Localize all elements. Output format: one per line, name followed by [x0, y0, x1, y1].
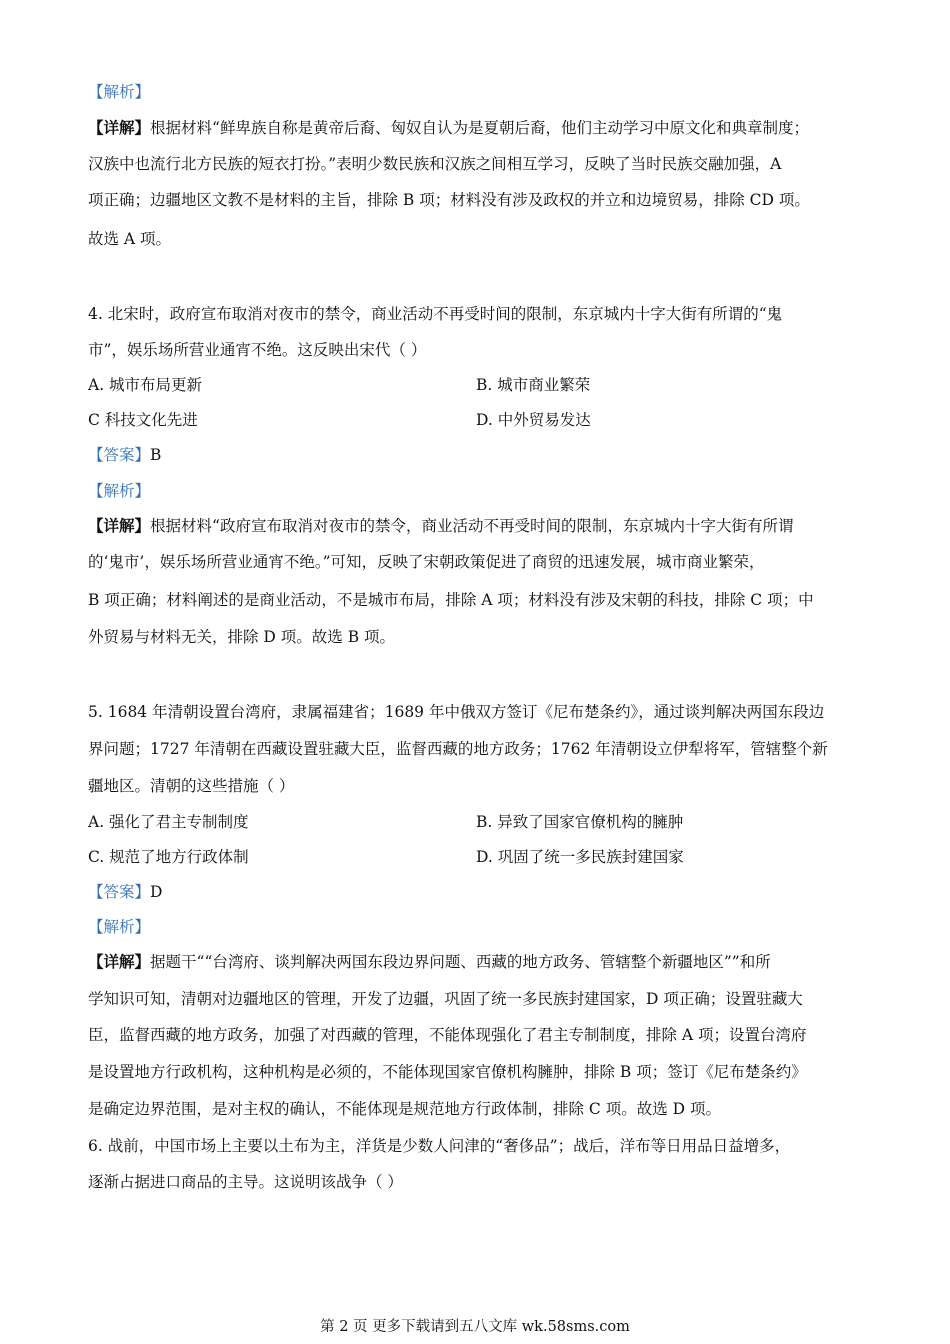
- q4-option-a: A. 城市布局更新: [88, 376, 203, 394]
- q4-detail-text-1: 根据材料“政府宣布取消对夜市的禁令，商业活动不再受时间的限制，东京城内十字大街有所谓: [150, 517, 794, 535]
- q5-option-d: D. 巩固了统一多民族封建国家: [476, 848, 684, 866]
- prev-detail-line-1: [88, 118, 809, 138]
- q4-option-d: D. 中外贸易发达: [476, 411, 591, 429]
- q4-detail-line-2: 的‘鬼市’，娱乐场所营业通宵不绝。”可知，反映了宋朝政策促进了商贸的迅速发展，城市商业繁荣，: [88, 553, 765, 571]
- page-footer: 第 2 页 更多下载请到五八文库 wk.58sms.com: [320, 1319, 630, 1335]
- q4-option-c: C 科技文化先进: [88, 411, 198, 429]
- q5-stem-line-2: 界问题；1727 年清朝在西藏设置驻藏大臣，监督西藏的地方政务；1762 年清朝设立伊犁将军，管辖整个新: [88, 740, 828, 758]
- q5-answer-label: 【答案】: [88, 883, 151, 901]
- prev-detail-line-2: 汉族中也流行北方民族的短衣打扮。”表明少数民族和汉族之间相互学习，反映了当时民族交融加强，A: [88, 155, 782, 173]
- q4-answer-value: B: [150, 446, 162, 464]
- q5-answer-line: [88, 882, 162, 902]
- q6-stem-line-1: 6. 战前，中国市场上主要以土布为主，洋货是少数人问津的“奢侈品”；战后，洋布等日用品日益增多，: [88, 1137, 791, 1155]
- q4-stem-line-2: 市”，娱乐场所营业通宵不绝。这反映出宋代（ ）: [88, 341, 427, 359]
- prev-detail-label: 【详解】: [88, 118, 151, 137]
- q5-detail-line-1: [88, 952, 771, 972]
- q5-detail-line-4: 是设置地方行政机构，这种机构是必须的，不能体现国家官僚机构臃肿，排除 B 项；签订《尼布楚条约》: [88, 1063, 807, 1081]
- q5-option-b: B. 异致了国家官僚机构的臃肿: [476, 813, 684, 831]
- q4-answer-label: 【答案】: [88, 446, 151, 464]
- q5-stem-line-3: 疆地区。清朝的这些措施（ ）: [88, 777, 295, 795]
- q5-detail-text-1: 据题干““台湾府、谈判解决两国东段边界问题、西藏的地方政务、管辖整个新疆地区””和所: [150, 953, 771, 971]
- q4-detail-label: 【详解】: [88, 516, 151, 535]
- q5-detail-line-5: 是确定边界范围，是对主权的确认，不能体现是规范地方行政体制，排除 C 项。故选 D 项。: [88, 1100, 721, 1118]
- q5-detail-line-2: 学知识可知，清朝对边疆地区的管理，开发了边疆，巩固了统一多民族封建国家，D 项正确；设置驻藏大: [88, 990, 803, 1008]
- q4-detail-line-1: [88, 516, 793, 536]
- q5-answer-value: D: [150, 883, 163, 901]
- q5-detail-line-3: 臣，监督西藏的地方政务，加强了对西藏的管理，不能体现强化了君主专制制度，排除 A 项；设置台湾府: [88, 1026, 807, 1044]
- q5-option-a: A. 强化了君主专制制度: [88, 813, 249, 831]
- prev-analysis-label: 【解析】: [88, 83, 151, 101]
- q4-answer-line: [88, 445, 161, 465]
- q4-stem-line-1: 4. 北宋时，政府宣布取消对夜市的禁令，商业活动不再受时间的限制，东京城内十字大街有所谓的“鬼: [88, 305, 783, 323]
- q4-detail-line-4: 外贸易与材料无关，排除 D 项。故选 B 项。: [88, 628, 396, 646]
- q5-option-c: C. 规范了地方行政体制: [88, 848, 249, 866]
- q5-analysis-label: 【解析】: [88, 918, 151, 936]
- prev-detail-line-3: 项正确；边疆地区文教不是材料的主旨，排除 B 项；材料没有涉及政权的并立和边境贸易，排除 CD 项。: [88, 191, 810, 209]
- prev-detail-text-1: 根据材料“鲜卑族自称是黄帝后裔、匈奴自认为是夏朝后裔，他们主动学习中原文化和典章制度；: [150, 119, 809, 137]
- q5-stem-line-1: 5. 1684 年清朝设置台湾府，隶属福建省；1689 年中俄双方签订《尼布楚条约》，通过谈判解决两国东段边: [88, 703, 825, 721]
- q5-detail-label: 【详解】: [88, 952, 151, 971]
- q4-detail-line-3: B 项正确；材料阐述的是商业活动，不是城市布局，排除 A 项；材料没有涉及宋朝的科技，排除 C 项；中: [88, 591, 814, 609]
- q6-stem-line-2: 逐渐占据进口商品的主导。这说明该战争（ ）: [88, 1173, 403, 1191]
- q4-option-b: B. 城市商业繁荣: [476, 376, 591, 394]
- q4-analysis-label: 【解析】: [88, 482, 151, 500]
- prev-detail-line-4: 故选 A 项。: [88, 230, 172, 248]
